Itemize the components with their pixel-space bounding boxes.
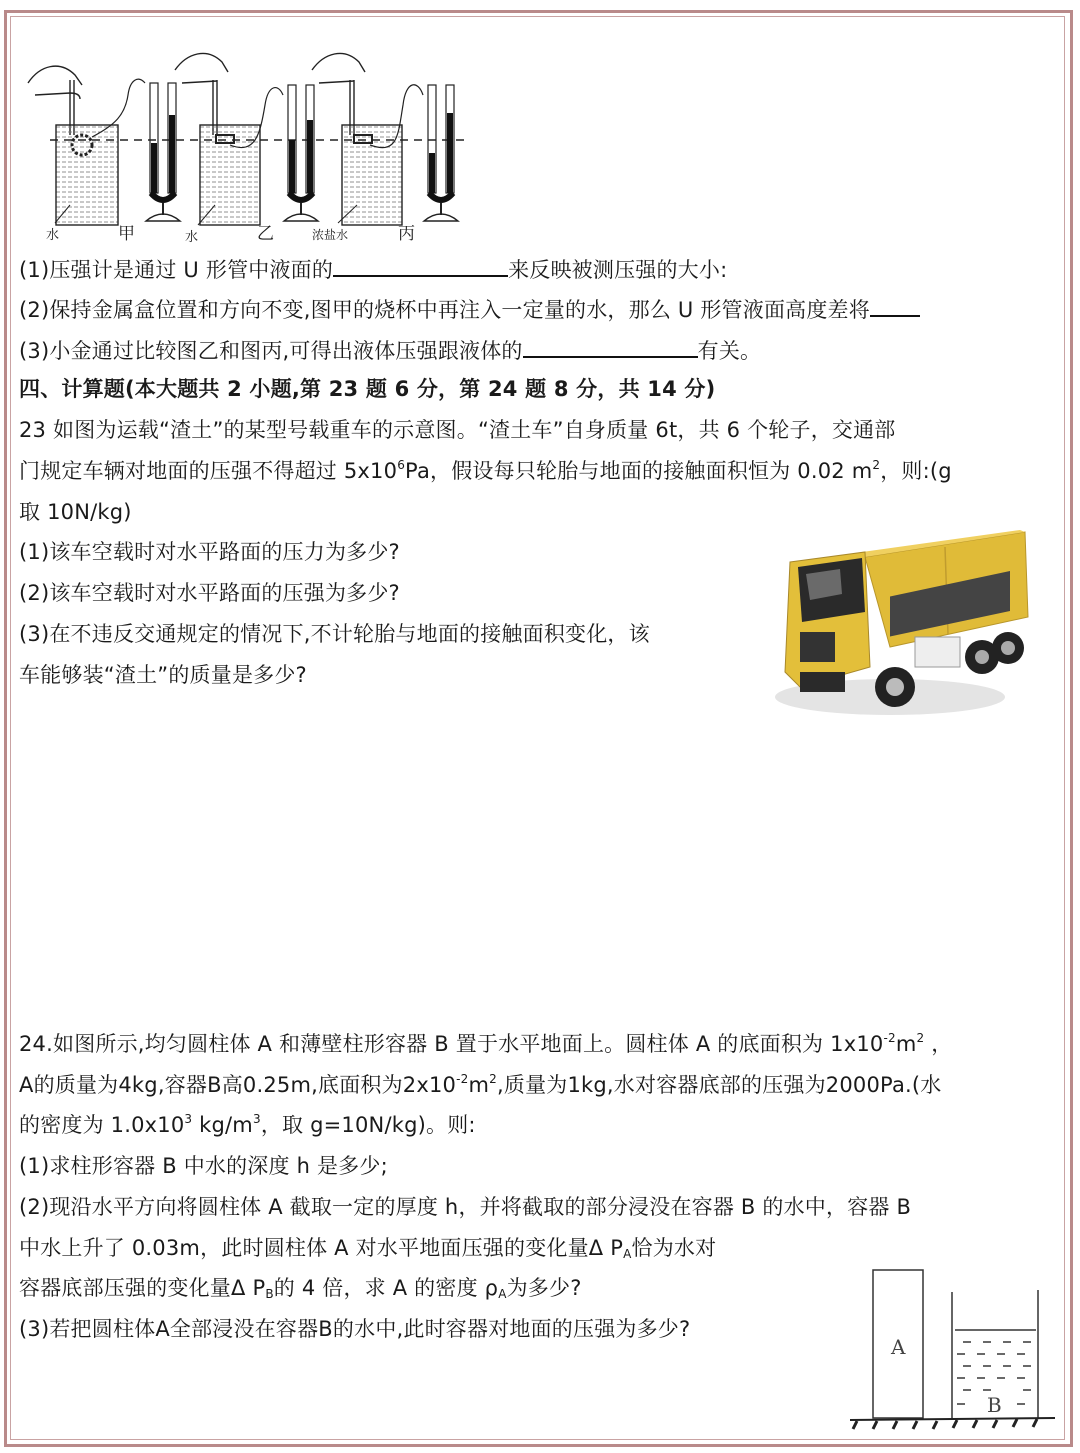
label-water-jia: 水: [46, 228, 60, 243]
q23-line2: 门规定车辆对地面的压强不得超过 $5x10^6Pa$，假设每只轮胎与地面的接触面积恒为 0.02 $m^2$，则:(g: [19, 458, 952, 483]
answer-blank-2[interactable]: [870, 293, 920, 317]
q23-sub1: (1)该车空载时对水平路面的压力为多少?: [19, 540, 400, 564]
label-a: A: [891, 1335, 906, 1359]
q24-sub2c: 容器底部压强的变化量Δ $P_B$的 4 倍，求 A 的密度 $\rho_A$为多少?: [19, 1276, 582, 1301]
label-bing: 丙: [398, 224, 415, 244]
label-yi: 乙: [257, 224, 274, 244]
setup-bing: [312, 53, 458, 225]
q24-line2: A的质量为4kg,容器B高0.25m,底面积为$2x10^{-2}m^2$,质量为1kg,水对容器底部的压强为2000Pa.(水: [19, 1072, 942, 1097]
label-water-yi: 水: [185, 230, 199, 245]
q23-sub2: (2)该车空载时对水平路面的压强为多少?: [19, 581, 400, 605]
q24-sub2b: 中水上升了 0.03m，此时圆柱体 A 对水平地面压强的变化量Δ $P_A$恰为水对: [19, 1236, 717, 1261]
q22-part3: (3)小金通过比较图乙和图丙,可得出液体压强跟液体的 有关。: [19, 334, 761, 366]
label-b: B: [987, 1393, 1002, 1417]
setup-yi: [175, 53, 318, 225]
q24-sub3: (3)若把圆柱体A全部浸没在容器B的水中,此时容器对地面的压强为多少?: [19, 1317, 691, 1341]
label-brine-bing: 浓盐水: [312, 228, 349, 242]
q22-part1: (1)压强计是通过 U 形管中液面的 来反映被测压强的大小:: [19, 253, 727, 285]
cylinder-container-figure: [845, 1262, 1060, 1442]
q24-sub2a: (2)现沿水平方向将圆柱体 A 截取一定的厚度 h，并将截取的部分浸没在容器 B 的水中，容器 B: [19, 1195, 912, 1219]
q23-sub3a: (3)在不违反交通规定的情况下,不计轮胎与地面的接触面积变化，该: [19, 622, 650, 646]
q22-part2: (2)保持金属盒位置和方向不变,图甲的烧杯中再注入一定量的水，那么 U 形管液面高度差将: [19, 293, 920, 325]
answer-blank-3[interactable]: [523, 334, 698, 358]
label-jia: 甲: [118, 224, 135, 244]
q23-line1: 23 如图为运载“渣土”的某型号载重车的示意图。“渣土车”自身质量 6t，共 6 个轮子，交通部: [19, 418, 896, 442]
setup-jia: [28, 66, 180, 225]
q24-line3: 的密度为 $1.0x10^3$ $kg/m^3$，取 g=10N/kg)。则:: [19, 1112, 476, 1137]
q23-sub3b: 车能够装“渣土”的质量是多少?: [19, 663, 307, 687]
q23-line3: 取 10N/kg): [19, 500, 132, 524]
section-title: 四、计算题(本大题共 2 小题,第 23 题 6 分，第 24 题 8 分，共 14 分): [19, 377, 716, 401]
answer-blank-1[interactable]: [333, 253, 508, 277]
q24-line1: 24.如图所示,均匀圆柱体 A 和薄壁柱形容器 B 置于水平地面上。圆柱体 A 的底面积为 $1x10^{-2}m^2$ ，: [19, 1031, 953, 1056]
pressure-gauge-figure: [20, 25, 480, 245]
q24-sub1: (1)求柱形容器 B 中水的深度 h 是多少;: [19, 1154, 388, 1178]
dump-truck-image: [770, 522, 1045, 720]
